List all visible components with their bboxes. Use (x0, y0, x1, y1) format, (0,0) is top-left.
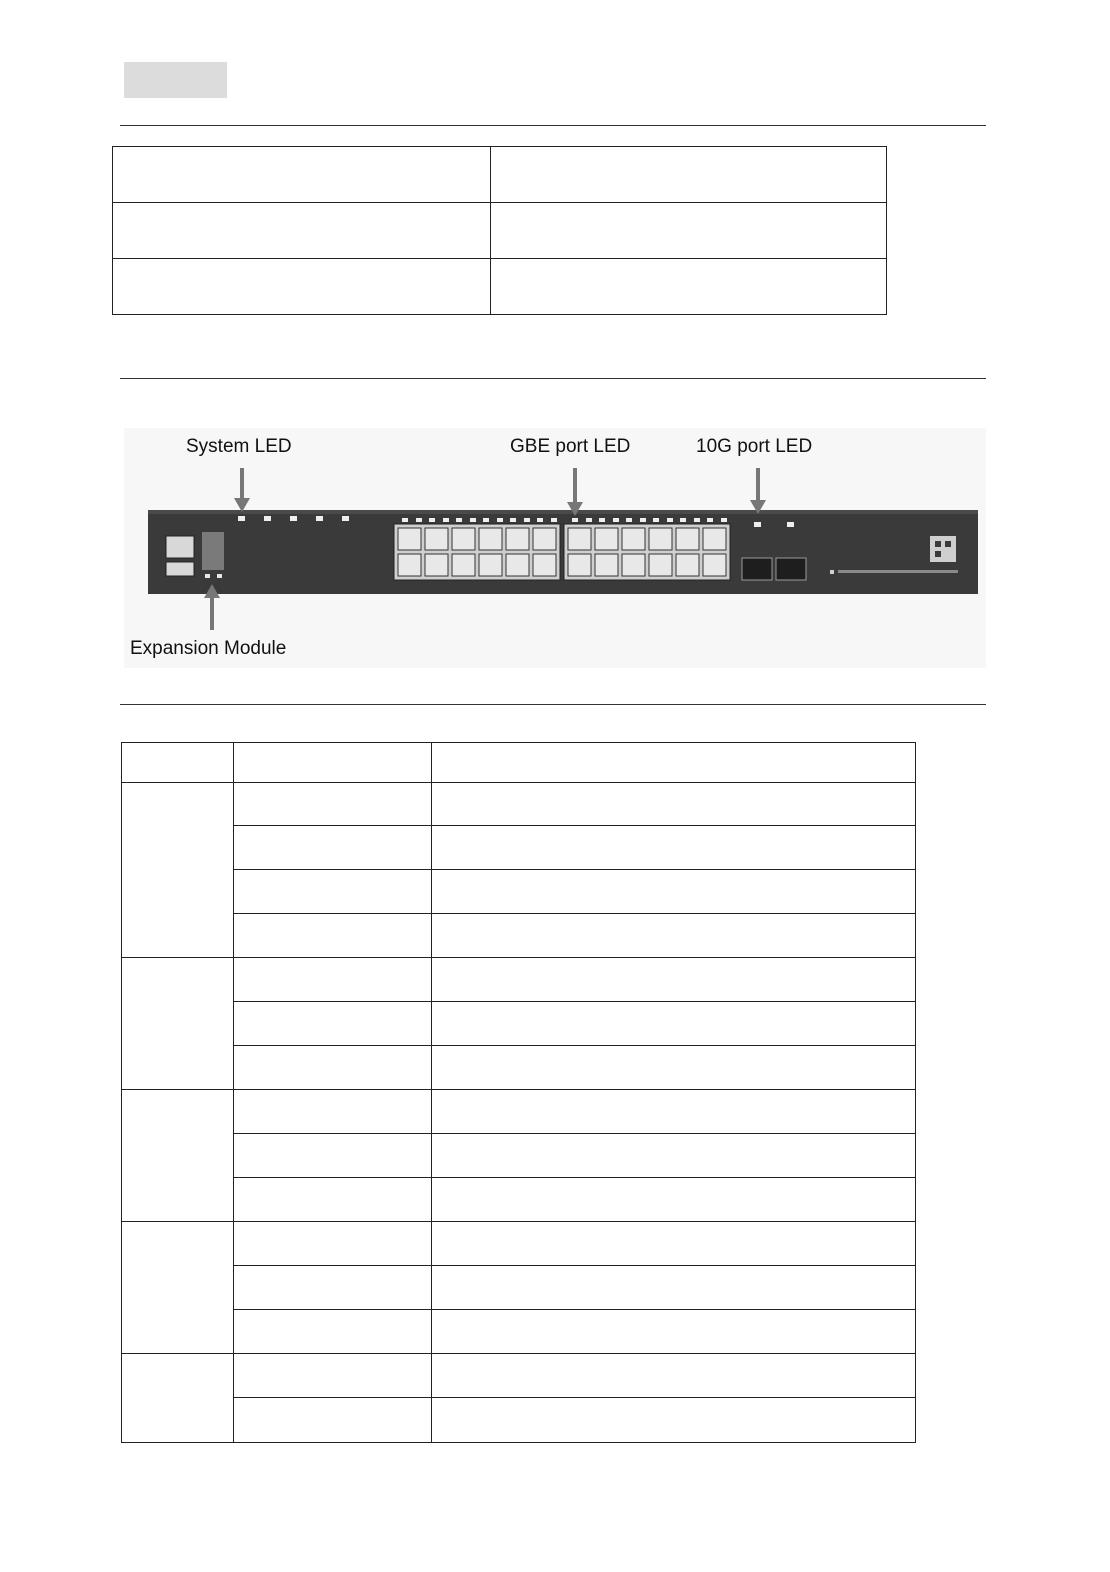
table-row (122, 914, 916, 958)
system-led (290, 516, 297, 521)
chassis-highlight (148, 510, 978, 514)
table-cell (491, 147, 887, 203)
rj45-port (676, 528, 699, 550)
table-cell (234, 1266, 432, 1310)
table-cell (122, 743, 234, 783)
table-cell (234, 783, 432, 826)
table-row (122, 1178, 916, 1222)
table-cell (432, 1090, 916, 1134)
spec-table (112, 146, 887, 315)
table-cell (432, 826, 916, 870)
rj45-port (479, 554, 502, 576)
table-cell (113, 203, 491, 259)
table-row (122, 1398, 916, 1443)
system-led (238, 516, 245, 521)
rj45-port (595, 554, 618, 576)
table-row (122, 1046, 916, 1090)
table-cell (234, 1002, 432, 1046)
rj45-port (425, 528, 448, 550)
rj45-port (452, 554, 475, 576)
model-marker (830, 570, 834, 574)
table-row (122, 1002, 916, 1046)
table-cell (234, 870, 432, 914)
table-cell (122, 1090, 234, 1222)
model-text-line (838, 570, 958, 573)
table-cell (234, 1090, 432, 1134)
table-cell (234, 743, 432, 783)
table-cell (432, 1002, 916, 1046)
rj45-port (649, 528, 672, 550)
table-cell (234, 1310, 432, 1354)
table-cell (432, 1398, 916, 1443)
table-cell (234, 1354, 432, 1398)
led-table (121, 742, 916, 1443)
table-row (113, 203, 887, 259)
rj45-port (452, 528, 475, 550)
table-cell (432, 743, 916, 783)
table-row (122, 743, 916, 783)
table-cell (234, 1134, 432, 1178)
table-cell (234, 1046, 432, 1090)
rj45-port (676, 554, 699, 576)
rj45-port (479, 528, 502, 550)
table-row (122, 1134, 916, 1178)
sfp-port (776, 558, 806, 580)
rj45-port (568, 528, 591, 550)
table-row (122, 1222, 916, 1266)
table-cell (491, 203, 887, 259)
table-cell (234, 1178, 432, 1222)
rj45-port (506, 554, 529, 576)
table-cell (432, 783, 916, 826)
rj45-port (506, 528, 529, 550)
header-tab (124, 62, 227, 98)
table-row (122, 870, 916, 914)
gbe-port-group-2 (564, 524, 730, 580)
table-cell (432, 914, 916, 958)
system-led (316, 516, 323, 521)
table-row (122, 783, 916, 826)
table-row (122, 1354, 916, 1398)
table-cell (113, 259, 491, 315)
table-row (122, 1090, 916, 1134)
table-cell (234, 826, 432, 870)
rj45-port (398, 554, 421, 576)
callout-system-led: System LED (186, 436, 292, 457)
gbe-port-group-1 (394, 524, 560, 580)
table-cell (234, 1222, 432, 1266)
rj45-port (533, 528, 556, 550)
rj45-port (398, 528, 421, 550)
rj45-port (622, 554, 645, 576)
table-cell (432, 1178, 916, 1222)
divider (120, 378, 986, 379)
table-cell (432, 1134, 916, 1178)
rj45-port (703, 528, 726, 550)
callout-ten-g-port-led: 10G port LED (696, 436, 813, 457)
expansion-led (205, 574, 210, 578)
divider (120, 704, 986, 705)
rj45-port (568, 554, 591, 576)
table-cell (432, 1310, 916, 1354)
table-cell (234, 1398, 432, 1443)
table-cell (432, 958, 916, 1002)
usb-port (166, 562, 194, 576)
table-cell (122, 783, 234, 958)
table-cell (234, 914, 432, 958)
table-row (122, 1266, 916, 1310)
divider (120, 125, 986, 126)
table-cell (234, 958, 432, 1002)
expansion-led (217, 574, 222, 578)
table-cell (122, 1354, 234, 1443)
table-cell (432, 1354, 916, 1398)
ten-g-port-led (787, 522, 794, 527)
rj45-port (595, 528, 618, 550)
table-cell (122, 1222, 234, 1354)
callout-expansion-module: Expansion Module (130, 638, 287, 659)
rj45-port (622, 528, 645, 550)
rj45-port (533, 554, 556, 576)
table-cell (432, 1222, 916, 1266)
table-cell (491, 259, 887, 315)
callout-gbe-port-led: GBE port LED (510, 436, 631, 457)
console-port (166, 536, 194, 558)
rj45-port (649, 554, 672, 576)
table-cell (432, 1046, 916, 1090)
front-panel-figure (124, 428, 986, 668)
switch-chassis (148, 510, 978, 594)
system-led (264, 516, 271, 521)
table-row (122, 1310, 916, 1354)
rj45-port (703, 554, 726, 576)
ten-g-port-led (754, 522, 761, 527)
table-row (113, 259, 887, 315)
table-cell (432, 1266, 916, 1310)
expansion-module-slot (202, 532, 224, 570)
system-led (342, 516, 349, 521)
sfp-port (742, 558, 772, 580)
brand-logo-graphic (930, 536, 956, 562)
switch-front-panel (124, 428, 986, 668)
table-row (122, 826, 916, 870)
table-cell (122, 958, 234, 1090)
table-row (122, 958, 916, 1002)
table-cell (113, 147, 491, 203)
table-cell (432, 870, 916, 914)
table-row (113, 147, 887, 203)
rj45-port (425, 554, 448, 576)
